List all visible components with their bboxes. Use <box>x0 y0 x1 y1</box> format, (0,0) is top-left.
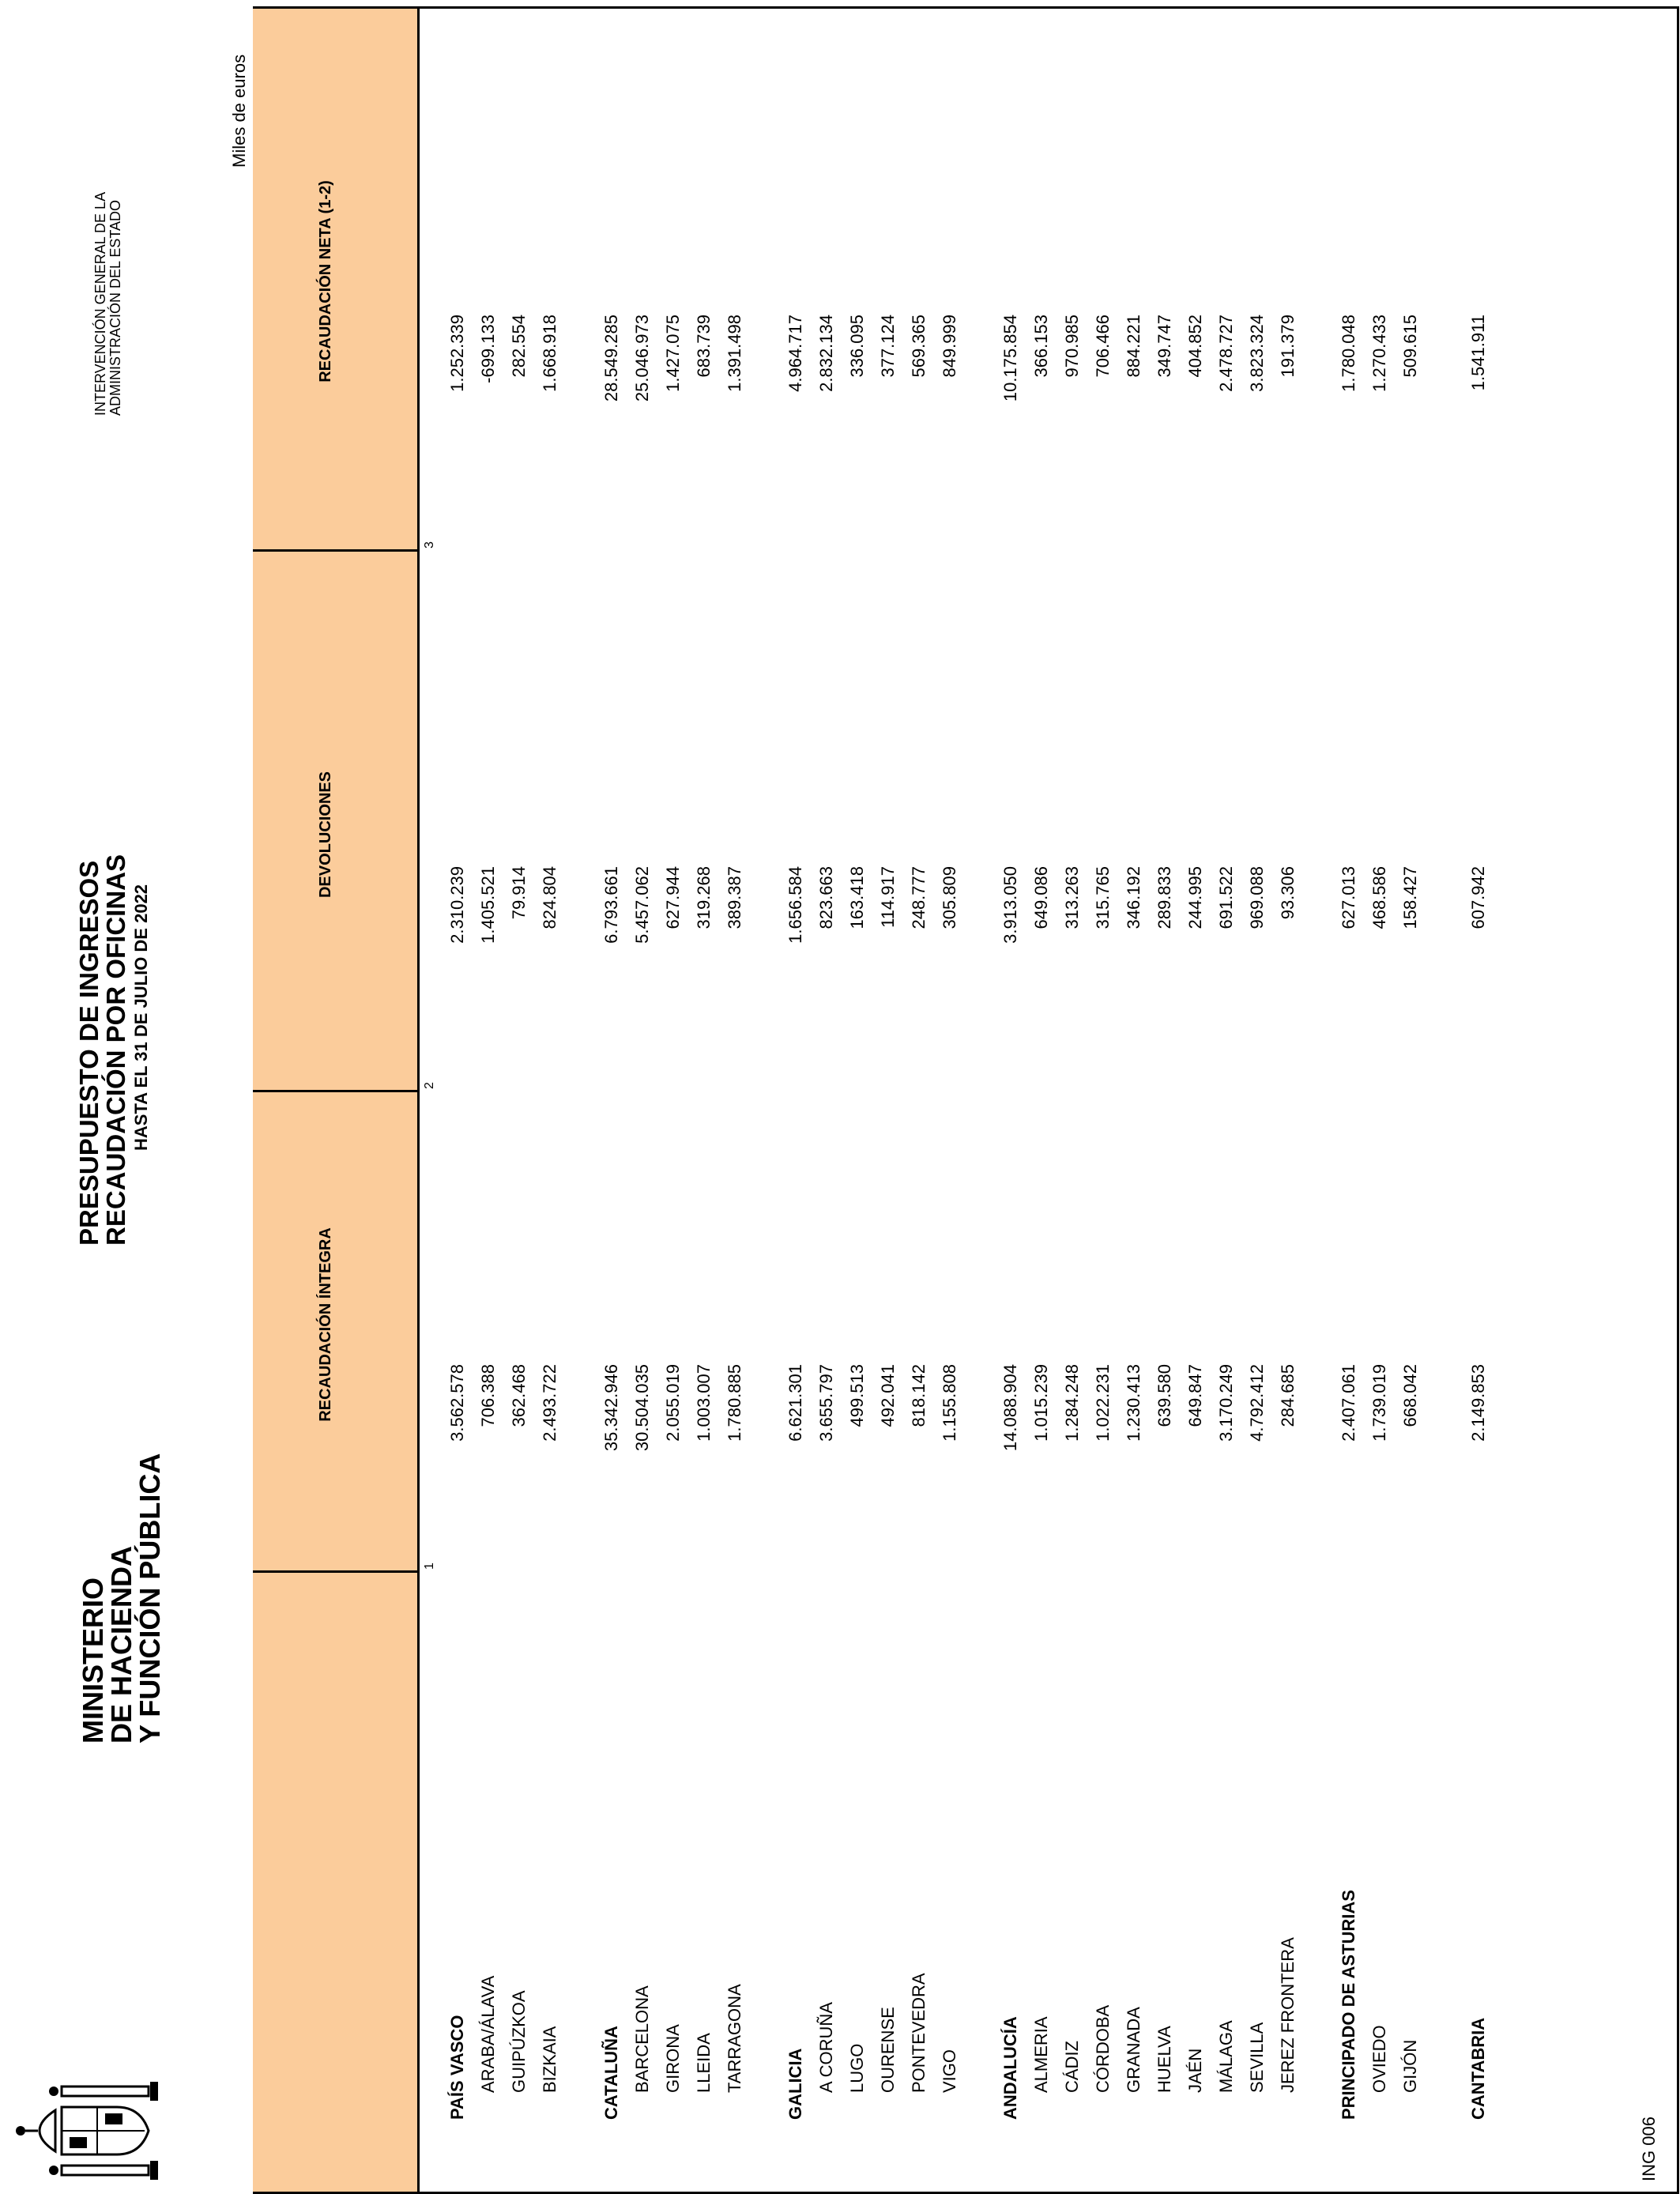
cell-neta: 336.095 <box>847 315 867 378</box>
cell-integra: 639.580 <box>1155 1364 1174 1427</box>
coat-of-arms-icon <box>6 2079 164 2183</box>
cell-neta: 1.780.048 <box>1339 315 1358 392</box>
cell-devol: 3.913.050 <box>1000 866 1020 944</box>
cell-integra: 1.155.808 <box>940 1364 959 1442</box>
header-rule <box>417 6 420 2194</box>
cell-neta: 1.391.498 <box>725 315 744 392</box>
table-row <box>504 6 534 2194</box>
cell-integra: 706.388 <box>478 1364 498 1427</box>
cell-neta: 1.541.911 <box>1468 315 1488 391</box>
col-header-devoluciones: DEVOLUCIONES <box>317 771 334 899</box>
cell-integra: 3.655.797 <box>816 1364 836 1442</box>
row-label: MÁLAGA <box>1216 2020 1236 2093</box>
cell-integra: 1.780.885 <box>725 1364 744 1442</box>
cell-neta: 509.615 <box>1400 315 1420 378</box>
cell-integra: 14.088.904 <box>1000 1364 1020 1452</box>
cell-devol: 969.088 <box>1247 866 1267 929</box>
cell-neta: 849.999 <box>940 315 959 378</box>
cell-neta: 970.985 <box>1062 315 1082 378</box>
table-group-row <box>781 6 811 2194</box>
table-border-bottom <box>1677 6 1679 2194</box>
table-row <box>1119 6 1149 2194</box>
row-label: ARABA/ÁLAVA <box>478 1975 498 2093</box>
row-label: ANDALUCÍA <box>1000 2016 1020 2120</box>
row-label: GUIPÚZKOA <box>509 1990 529 2093</box>
cell-devol: 1.405.521 <box>478 866 498 944</box>
row-label: BIZKAIA <box>540 2026 559 2093</box>
cell-devol: 346.192 <box>1124 866 1143 929</box>
row-label: SEVILLA <box>1247 2022 1267 2093</box>
cell-devol: 649.086 <box>1031 866 1051 929</box>
row-label: LLEIDA <box>694 2033 714 2093</box>
table-group-row <box>1334 6 1364 2194</box>
cell-neta: 366.153 <box>1031 315 1051 378</box>
table-row <box>1273 6 1303 2194</box>
cell-devol: 315.765 <box>1093 866 1113 929</box>
cell-devol: 627.013 <box>1339 866 1358 929</box>
cell-devol: 289.833 <box>1155 866 1174 929</box>
row-label: GIRONA <box>663 2024 683 2093</box>
table-row <box>842 6 872 2194</box>
cell-devol: 163.418 <box>847 866 867 929</box>
row-label: BARCELONA <box>632 1985 652 2093</box>
cell-integra: 649.847 <box>1185 1364 1205 1427</box>
cell-devol: 2.310.239 <box>447 866 467 944</box>
cell-devol: 1.656.584 <box>785 866 805 944</box>
table-row <box>873 6 903 2194</box>
cell-integra: 2.407.061 <box>1339 1364 1358 1442</box>
cell-devol: 93.306 <box>1278 866 1298 920</box>
col-header-neta: RECAUDACIÓN NETA (1-2) <box>317 180 334 383</box>
cell-devol: 79.914 <box>509 866 529 920</box>
table-group-row <box>597 6 627 2194</box>
document-code: ING 006 <box>1639 2117 1659 2181</box>
cell-neta: 706.466 <box>1093 315 1113 378</box>
cell-neta: 191.379 <box>1278 315 1298 378</box>
cell-devol: 244.995 <box>1185 866 1205 929</box>
table-row <box>1057 6 1087 2194</box>
cell-integra: 2.493.722 <box>540 1364 559 1442</box>
cell-neta: 2.478.727 <box>1216 315 1236 392</box>
row-label: ALMERIA <box>1031 2016 1051 2093</box>
row-label: VIGO <box>940 2049 959 2093</box>
cell-integra: 284.685 <box>1278 1364 1298 1427</box>
cell-devol: 627.944 <box>663 866 683 929</box>
table-row <box>935 6 965 2194</box>
report-date: HASTA EL 31 DE JULIO DE 2022 <box>131 884 151 1151</box>
column-divider <box>253 1090 417 1092</box>
cell-devol: 6.793.661 <box>601 866 621 944</box>
column-divider <box>253 549 417 552</box>
cell-integra: 35.342.946 <box>601 1364 621 1452</box>
cell-neta: 10.175.854 <box>1000 315 1020 402</box>
cell-neta: 884.221 <box>1124 315 1143 378</box>
row-label: CÓRDOBA <box>1093 2004 1113 2093</box>
row-label: JEREZ FRONTERA <box>1278 1937 1298 2093</box>
table-row <box>904 6 934 2194</box>
table-row <box>1181 6 1211 2194</box>
cell-neta: 282.554 <box>509 315 529 378</box>
row-label: CÁDIZ <box>1062 2041 1082 2093</box>
cell-neta: 3.823.324 <box>1247 315 1267 392</box>
cell-neta: 28.549.285 <box>601 315 621 402</box>
cell-integra: 30.504.035 <box>632 1364 652 1452</box>
cell-integra: 492.041 <box>878 1364 898 1427</box>
cell-neta: 2.832.134 <box>816 315 836 392</box>
cell-integra: 668.042 <box>1400 1364 1420 1427</box>
cell-integra: 818.142 <box>909 1364 929 1427</box>
row-label: JAÉN <box>1185 2048 1205 2093</box>
row-label: OURENSE <box>878 2007 898 2093</box>
cell-integra: 2.149.853 <box>1468 1364 1488 1442</box>
cell-devol: 248.777 <box>909 866 929 929</box>
cell-integra: 1.022.231 <box>1093 1364 1113 1442</box>
table-row <box>627 6 657 2194</box>
cell-devol: 468.586 <box>1369 866 1389 929</box>
row-label: GRANADA <box>1124 2007 1143 2093</box>
cell-integra: 3.170.249 <box>1216 1364 1236 1442</box>
cell-neta: 25.046.973 <box>632 315 652 402</box>
table-row <box>1242 6 1272 2194</box>
report-title <box>76 376 152 1246</box>
cell-devol: 5.457.062 <box>632 866 652 944</box>
table-row <box>812 6 842 2194</box>
table-row <box>720 6 750 2194</box>
cell-integra: 362.468 <box>509 1364 529 1427</box>
cell-devol: 319.268 <box>694 866 714 929</box>
table-row <box>473 6 503 2194</box>
cell-devol: 158.427 <box>1400 866 1420 929</box>
cell-devol: 607.942 <box>1468 866 1488 929</box>
row-label: CANTABRIA <box>1468 2017 1488 2120</box>
cell-devol: 114.917 <box>878 866 898 928</box>
cell-neta: 4.964.717 <box>785 315 805 392</box>
table-row <box>1088 6 1118 2194</box>
col-number-3: 3 <box>423 541 436 548</box>
col-header-integra: RECAUDACIÓN ÍNTEGRA <box>317 1227 334 1422</box>
cell-integra: 1.739.019 <box>1369 1364 1389 1442</box>
row-label: GALICIA <box>785 2048 805 2120</box>
cell-neta: 1.252.339 <box>447 315 467 392</box>
header-band <box>253 6 417 2194</box>
title-line-2: RECAUDACIÓN POR OFICINAS <box>101 854 130 1246</box>
units-label: Miles de euros <box>229 54 249 168</box>
cell-integra: 6.621.301 <box>785 1364 805 1442</box>
table-row <box>1396 6 1426 2194</box>
column-divider <box>253 1570 417 1573</box>
cell-neta: 569.365 <box>909 315 929 378</box>
row-label: HUELVA <box>1155 2026 1174 2093</box>
row-label: A CORUÑA <box>816 2002 836 2093</box>
row-label: TARRAGONA <box>725 1984 744 2093</box>
cell-integra: 1.003.007 <box>694 1364 714 1442</box>
cell-devol: 389.387 <box>725 866 744 929</box>
cell-integra: 1.015.239 <box>1031 1364 1051 1442</box>
table-group-row <box>996 6 1026 2194</box>
revenue-table <box>253 0 1679 2194</box>
table-row <box>1150 6 1180 2194</box>
cell-neta: 404.852 <box>1185 315 1205 378</box>
row-label: PAÍS VASCO <box>447 2015 467 2120</box>
table-row <box>1365 6 1395 2194</box>
table-group-row <box>1463 6 1494 2194</box>
cell-integra: 3.562.578 <box>447 1364 467 1442</box>
row-label: LUGO <box>847 2043 867 2093</box>
cell-neta: 1.270.433 <box>1369 315 1389 392</box>
cell-integra: 1.230.413 <box>1124 1364 1143 1442</box>
cell-devol: 824.804 <box>540 866 559 929</box>
cell-devol: 823.663 <box>816 866 836 929</box>
cell-neta: -699.133 <box>478 315 498 383</box>
table-row <box>1211 6 1241 2194</box>
intervencion-label: INTERVENCIÓN GENERAL DE LA ADMINISTRACIÓN DEL ESTADO <box>92 191 123 416</box>
cell-devol: 691.522 <box>1216 866 1236 929</box>
row-label: PONTEVEDRA <box>909 1973 929 2093</box>
cell-neta: 1.427.075 <box>663 315 683 392</box>
cell-integra: 4.792.412 <box>1247 1364 1267 1442</box>
cell-neta: 683.739 <box>694 315 714 378</box>
cell-integra: 2.055.019 <box>663 1364 683 1442</box>
cell-integra: 1.284.248 <box>1062 1364 1082 1442</box>
cell-devol: 313.263 <box>1062 866 1082 929</box>
row-label: OVIEDO <box>1369 2025 1389 2093</box>
row-label: PRINCIPADO DE ASTURIAS <box>1339 1890 1358 2120</box>
cell-neta: 349.747 <box>1155 315 1174 378</box>
row-label: GIJÓN <box>1400 2039 1420 2093</box>
cell-neta: 1.668.918 <box>540 315 559 392</box>
cell-integra: 499.513 <box>847 1364 867 1427</box>
table-row <box>658 6 688 2194</box>
ministry-name: MINISTERIO DE HACIENDA Y FUNCIÓN PÚBLICA <box>77 1453 166 1744</box>
table-row <box>689 6 719 2194</box>
table-row <box>535 6 565 2194</box>
title-line-1: PRESUPUESTO DE INGRESOS <box>74 860 104 1246</box>
table-row <box>1026 6 1057 2194</box>
cell-neta: 377.124 <box>878 315 898 378</box>
col-number-2: 2 <box>423 1082 436 1089</box>
row-label: CATALUÑA <box>601 2026 621 2120</box>
col-number-1: 1 <box>423 1563 436 1570</box>
table-group-row <box>443 6 473 2194</box>
cell-devol: 305.809 <box>940 866 959 929</box>
